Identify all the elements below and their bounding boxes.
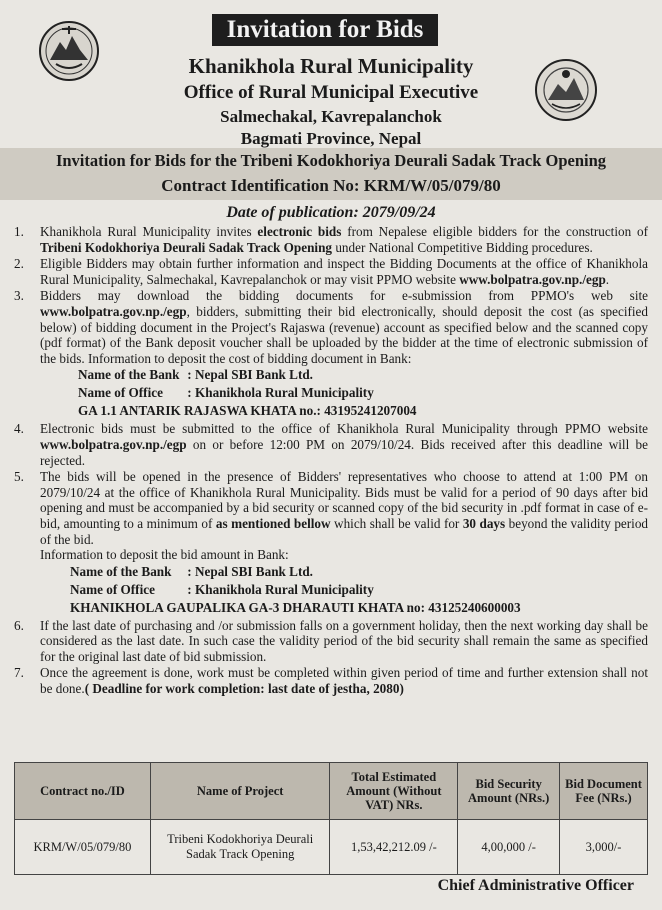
publication-date: Date of publication: 2079/09/24 <box>226 204 436 221</box>
list-item: 1. Khanikhola Rural Municipality invites electronic bids from Nepalese eligible bidders for the construction of Tribeni Kodokhoriya Deurali Sadak Track Opening under National Competitive Bidding procedures. <box>14 224 648 255</box>
column-header: Bid Security Amount (NRs.) <box>458 763 560 820</box>
list-item: 5. The bids will be opened in the presence of Bidders' representatives who choose to attend at 1:00 PM on 2079/10/24 at the office of Khanikhola Rural Municipality. Bids must be valid for a period of 90 days after bid opening and must be accompanied by a bid security or scanned copy of the bid security in .pdf format in case of e-bid, amounting to a minimum of as mentioned bellow which shall be valid for 30 days beyond the validity period of the bid. Information to deposit the bid amount in Bank: Name of the Bank : Nepal SBI Bank Ltd. Name of Office : Khanikhola Rural Municipality KHANIKHOLA GAUPALIKA GA-3 DHARAUTI KHATA no: 43125240600003 <box>14 469 649 615</box>
table-header-row <box>15 763 648 820</box>
column-header: Name of Project <box>150 763 330 820</box>
bank-details-bid-security: Name of the Bank : Nepal SBI Bank Ltd. Name of Office : Khanikhola Rural Municipality KHANIKHOLA GAUPALIKA GA-3 DHARAUTI KHATA no: 43125240600003 <box>70 563 521 615</box>
ppmo-website-link: www.bolpatra.gov.np./egp <box>40 436 187 452</box>
signatory-title: Chief Administrative Officer <box>437 877 634 894</box>
list-item: 3. Bidders may download the bidding documents for e-submission from PPMO's web site www.bolpatra.gov.np./egp, bidders, submitting their bid electronically, should deposit the cost (as specified below) of bidding document in the Project's Rajaswa (revenue) account as specified below and the scanned copy (pdf format) of the Bank deposit voucher shall be uploaded by the bidder at the time of electronic submission of the bids. Information to deposit the cost of bidding document in Bank: Name of the Bank : Nepal SBI Bank Ltd. Name of Office : Khanikhola Rural Municipality GA 1.1 ANTARIK RAJASWA KHATA no.: 43195241207004 <box>14 288 648 419</box>
contract-identification: Contract Identification No: KRM/W/05/079/80 <box>161 176 501 195</box>
table-row <box>15 820 648 875</box>
table-cell: 4,00,000 /- <box>458 820 560 875</box>
column-header: Total Estimated Amount (Without VAT) NRs. <box>330 763 458 820</box>
ppmo-website-link: www.bolpatra.gov.np./egp <box>459 271 606 287</box>
municipality-name: Khanikhola Rural Municipality <box>188 54 474 78</box>
table-cell: Tribeni Kodokhoriya Deurali Sadak Track Opening <box>150 820 330 875</box>
bid-details-table <box>14 762 648 875</box>
address-line-2: Bagmati Province, Nepal <box>240 129 422 148</box>
list-item: 2. Eligible Bidders may obtain further information and inspect the Bidding Documents at the office of Khanikhola Rural Municipality, Salmechakal, Kavrepalanchok or may visit PPMO website www.bolpatra.gov.np./egp. <box>14 256 648 287</box>
column-header: Bid Document Fee (NRs.) <box>560 763 648 820</box>
address-line-1: Salmechakal, Kavrepalanchok <box>220 107 442 126</box>
office-name: Office of Rural Municipal Executive <box>183 82 479 103</box>
list-item: 6. If the last date of purchasing and /or submission falls on a government holiday, then the next working day shall be considered as the last date. In such case the validity period of the bid security shall remain the same as specified for the original last date of bid submission. <box>14 617 648 664</box>
notice-title: Invitation for Bids for the Tribeni Kodokhoriya Deurali Sadak Track Opening <box>55 151 607 170</box>
list-item: 4. Electronic bids must be submitted to the office of Khanikhola Rural Municipality through PPMO website www.bolpatra.gov.np./egp on or before 12:00 PM on 2079/10/24. Bids received after this deadline will be rejected. <box>14 421 648 468</box>
bank-details-document-fee: Name of the Bank : Nepal SBI Bank Ltd. Name of Office : Khanikhola Rural Municipality GA 1.1 ANTARIK RAJASWA KHATA no.: 43195241207004 <box>78 367 417 419</box>
column-header: Contract no./ID <box>15 763 151 820</box>
banner-title: Invitation for Bids <box>212 14 438 46</box>
list-item: 7. Once the agreement is done, work must be completed within given period of time and further extension shall not be done.( Deadline for work completion: last date of jestha, 2080) <box>14 665 648 697</box>
notice-body <box>14 224 648 698</box>
table-cell: 3,000/- <box>560 820 648 875</box>
ppmo-website-link: www.bolpatra.gov.np./egp <box>40 303 187 319</box>
table-cell: KRM/W/05/079/80 <box>15 820 151 875</box>
table-cell: 1,53,42,212.09 /- <box>330 820 458 875</box>
